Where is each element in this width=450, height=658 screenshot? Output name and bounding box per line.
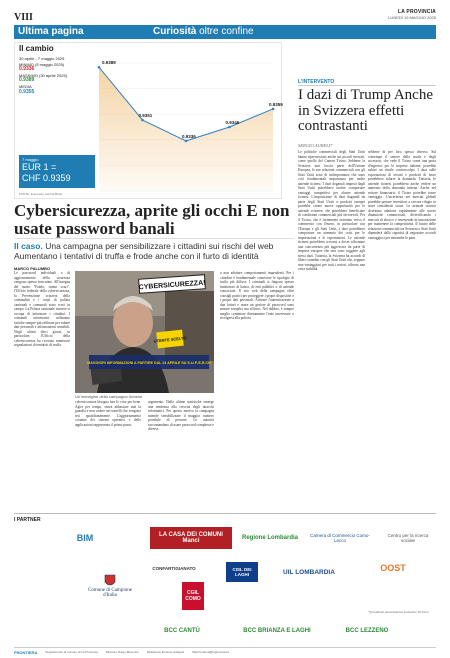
fx-title: Il cambio — [19, 44, 54, 53]
chart-data-label: 0.9359 — [269, 101, 283, 107]
partner-logo-uil: UIL LOMBARDIA — [283, 568, 335, 576]
chart-data-label: 0.9346 — [225, 120, 240, 125]
photo-banner-text: CYBERSICUREZZA! — [138, 279, 206, 292]
chart-data-label: 0.9351 — [138, 113, 153, 119]
fx-today-line1: EUR 1 = — [22, 162, 57, 172]
opinion-kicker: L'INTERVENTO — [298, 79, 335, 85]
chart-data-label: 0.9336 — [182, 133, 196, 139]
article-title: Cybersicurezza, aprite gli occhi E non usate password banali — [14, 201, 290, 238]
partner-logo-bim: BIM — [76, 533, 94, 543]
fx-avg-label: MEDIA — [19, 83, 32, 89]
partner-logo-campione-text: Comune di Campione d'Italia — [88, 588, 132, 598]
page-number: VIII — [14, 12, 33, 23]
photo-caption: Un'immagine della campagna ticinese — [75, 394, 143, 399]
opinion-column-2: sebbene di per loro spesso diverso. Sul contempo il settore della moda e degli accessori, che vede il Ticino come una porta d'ingresso per le imprese italiane, potrebbe subire un simile contraccolpo. I dazi sulle esportazioni di tessuti e prodotti di lusso potrebbero ridurre la domanda. Tuttavia, le aziende ticinesi potrebbero anche vedere un aumento della domanda interna. Anche nel settore finanziario il Ticino potrebbe trarre vantaggio. L'incertezza nei mercati globali potrebbe portare investitori a cercare rifugio in asset considerati sicuri. Le aziende ticinesi dovranno adattarsi rapidamente alle nuove dinamiche commerciali, diversificando i mercati di sbocco e investendo in innovazione per mantenere la competitività. Il futuro delle relazioni commerciali tra Svizzera e Stati Uniti dipenderà dalla capacità di negoziare accordi vantaggiosi per entrambe le parti. — [368, 150, 436, 240]
masthead — [388, 9, 436, 20]
article-author: MARCO PALUMBO — [14, 266, 51, 271]
footer — [14, 647, 436, 655]
partner-logo-confartigianato: CONFARTIGIANATO — [152, 565, 196, 571]
chart-area — [99, 67, 273, 191]
fx-stats — [19, 56, 67, 95]
partner-logo-casa-comuni: LA CASA DEI COMUNI Manci — [150, 527, 232, 549]
footer-item: Supplemento al numero di La Provincia — [45, 650, 98, 654]
article-subhead — [14, 241, 294, 261]
section-title-rest: oltre confine — [199, 26, 254, 37]
photo-strip-text: MAGGIORI INFORMAZIONI A PARTIRE DAL 24 APRILE SU S-U-P-E-R.CH — [87, 361, 211, 365]
section-bar — [14, 25, 436, 39]
footer-item: Redazione Ernesto Galigani — [146, 650, 185, 654]
fx-today-line2: CHF 0.9359 — [22, 173, 71, 183]
fx-today-box — [19, 155, 95, 188]
fx-max-value: 0.9389 — [19, 77, 35, 84]
footer-item: Direttore Diego Minonzio — [105, 650, 139, 654]
footer-brand: FRONTIERA — [14, 649, 38, 655]
partner-logo-campione — [84, 560, 136, 612]
partner-logo-bcc-cantu: BCC CANTÙ — [164, 628, 200, 634]
article-rule — [14, 238, 294, 239]
fx-min-label: MINIMO (5 maggio 2025) — [19, 61, 65, 67]
chart-data-label: 0.9389 — [102, 60, 116, 66]
partner-logo-bcc-brianza: BCC BRIANZA E LAGHI — [243, 628, 311, 634]
section-title-bold: Curiosità — [153, 26, 197, 37]
fx-source: FONTE: European Central Bank — [19, 192, 63, 196]
opinion-author: SERGIO AURELI* — [298, 143, 333, 148]
fx-period: 30 aprile - 7 maggio 2025 — [19, 56, 65, 61]
partner-logo-cgil: CGIL COMO — [182, 582, 204, 610]
partner-logo-bcc-lezzeno: BCC LEZZENO — [345, 628, 389, 634]
chart-point — [272, 108, 275, 111]
paper-name: LA PROVINCIA — [397, 9, 436, 15]
chart-point — [228, 126, 231, 129]
article-column-2: cybersicurezza bisogna fare le cose per bene. Agire per tempo, senza abbassare mai la guardia e non cadere nei tranelli che vengono tesi quotidianamente. L'aggiornamento costante dei sistemi operativi e delle applicazioni rappresenta il primo passo. — [75, 400, 141, 427]
chart-point — [185, 140, 188, 143]
partner-logo-cisl: CISL DEI LAGHI — [226, 562, 258, 582]
section-title — [153, 26, 254, 37]
partner-logo-oost: OOST — [380, 563, 406, 573]
partner-logo-camera-commercio: Camera di Commercio Como-Lecco — [310, 533, 370, 543]
fx-max-label: MASSIMO (30 aprile 2025) — [19, 72, 68, 78]
crest-icon — [104, 574, 116, 588]
chart-point — [141, 119, 144, 122]
article-column-3: argomento. Dalle ultime statistiche emerge una tendenza alla crescita degli attacchi informatici. Per questo motivo la campagna intende sensibilizzare il maggior numero possibile di persone. Le autorità raccomandano di usare password complesse e diverse. — [148, 400, 214, 431]
opinion-column-1: Le politiche commerciali degli Stati Uniti hanno ripercussioni anche sui piccoli mercati, come quello del Canton Ticino. Sebbene la Svizzera non faccia parte dell'Unione Europea, le sue relazioni commerciali con gli Stati Uniti sono di un'importanza che sono così fondamentali importanza per molte aziende ticinesi. I dazi doganali imposti dagli Stati Uniti potrebbero inoltre comportare vantaggi competitivi per alcune aziende ticinesi. L'imposizione di dazi doganali da parte degli Stati Uniti a prodotti europei potrebbe creare nuove opportunità per le aziende svizzere, che potrebbero beneficiare di condizioni commerciali più favorevoli. Per il Ticino, che è fortemente orientato verso il commercio con l'estero, in particolare con l'Europa e gli Stati Uniti, i dazi potrebbero comportare un aumento dei costi per le importazioni e le esportazioni. Le aziende ticinesi potrebbero trovarsi a dover affrontare una concorrenza più aggressiva da parte di imprese europee che non sono soggette agli stessi dazi. Tuttavia, la Svizzera ha accordi di libero scambio con gli Stati Uniti che, seppure non vantaggiosi per tutti i settori, offrono una certa stabilità. — [298, 150, 365, 271]
partner-logo-regione-lombardia: Regione Lombardia — [241, 535, 298, 541]
section-label: Ultima pagina — [18, 26, 84, 37]
campaign-photo — [75, 271, 214, 393]
issue-date: LUNEDÌ 19 MAGGIO 2025 — [388, 15, 436, 20]
opinion-caption: *presidente Associazione Industrie Ticinesi — [368, 610, 429, 614]
partners-heading: I PARTNER — [14, 513, 436, 523]
campaign-photo-art — [75, 271, 214, 393]
partner-logo-ricerca-sociale: Centro per la ricerca sociale — [387, 533, 429, 543]
article-subhead-text: Una campagna per sensibilizzare i cittadini sui rischi del web Aumentano i tentativi di truffa e frode anche con il furto di identità — [14, 241, 274, 261]
fx-avg-value: 0.9355 — [19, 88, 35, 95]
opinion-title: I dazi di Trump Anche in Svizzera effetti contrastanti — [298, 87, 433, 134]
article-column-1: Le password individuali o di aggiornamento della sicurezza vengono spesso trascurate. All'insegna del motto "Fatelo, siamo scuri", l'Ufficio federale della cybersicurezza, la Prevenzione svizzera della criminalità e i corpi di polizia cantonali e comunali sono scesi in campo. La Polizia cantonale ticinese si occupa di informare i cittadini. I criminali informatici utilizzano tattiche sempre più raffinate per rubare dati personali e informazioni sensibili. Negli ultimi dieci giorni, in particolare, l'Ufficio della cybersicurezza ha ricevuto numerose segnalazioni di tentativi di truffa. — [14, 271, 70, 347]
article-kicker: Il caso. — [14, 241, 43, 251]
exchange-rate-box — [14, 42, 282, 199]
opinion-rule — [298, 85, 436, 86]
footer-item: Mail frontiera@laprovincia.it — [192, 650, 230, 654]
fx-min-value: 0.9336 — [19, 66, 35, 73]
chart-point — [98, 66, 101, 69]
fx-today-date: 7 maggio — [22, 157, 39, 162]
article-column-4: a non adottare comportamenti imprudenti. Per i cittadini è fondamentale conoscere le tipologie di truffa più diffuse. I criminali si fingono spesso funzionari di banca, di enti pubblici o di aziende conosciute. Il sito web della campagna offre consigli pratici per proteggere i propri dispositivi e i propri dati personali. Attivare l'autenticazione a due fattori e usare un gestore di password sono misure semplici ma efficaci. Nel dubbio, è sempre meglio contattare direttamente l'ente interessato o rivolgersi alla polizia. — [220, 271, 294, 320]
photo-badge-text: UTENTE SCELTO — [153, 335, 187, 344]
